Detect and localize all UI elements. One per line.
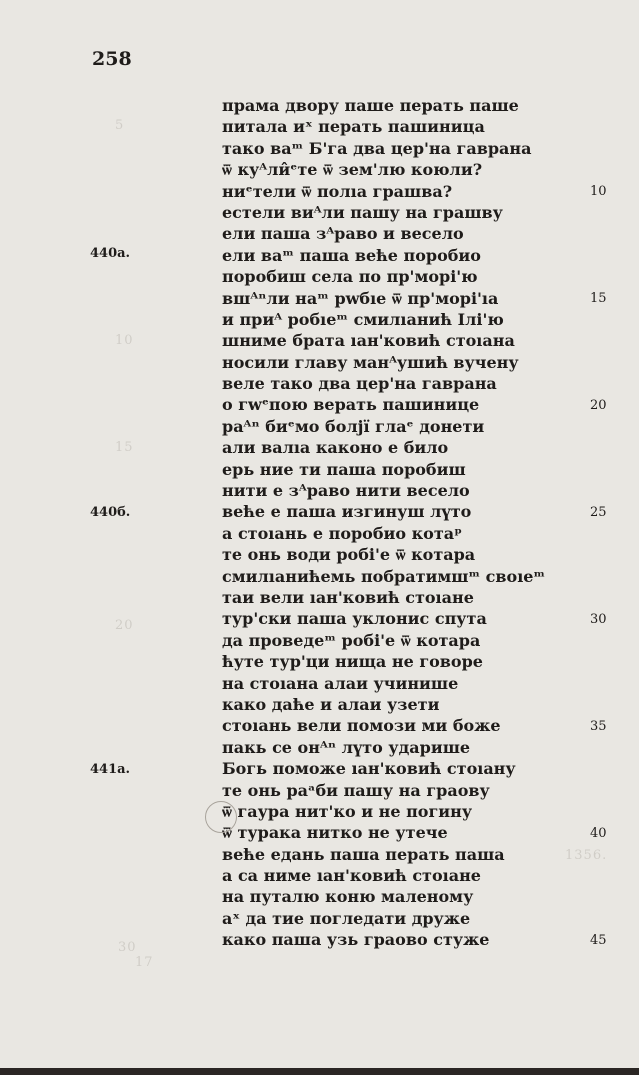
verse-line: поробиш села по пр'морі'ю (222, 267, 478, 287)
verse-line: на путалю коню маленому (222, 887, 474, 907)
show-through-17: 17 (135, 955, 154, 970)
verse-line: веће едань паша перать паша (222, 844, 505, 864)
verse-line: носили главу манᴬушић вучену (222, 352, 519, 372)
binding-hole-mark (205, 801, 237, 833)
show-through-15: 15 (115, 440, 134, 455)
verse-line: ели паша зᴬраво и весело (222, 224, 464, 244)
verse-line: вшᴬⁿли наᵐ рwбıе ѿ пр'морі'ıа (222, 288, 499, 308)
verse-line: питала иˣ перать пашиница (222, 117, 485, 137)
verse-line: како паша узь граово стуже (222, 930, 490, 950)
show-through-10: 10 (115, 333, 134, 348)
folio-mark-441a: 441а. (90, 762, 131, 777)
verse-line: да проведеᵐ робі'е ѿ котара (222, 630, 481, 650)
verse-line: ели ваᵐ паша веће поробио (222, 245, 481, 265)
verse-line: те онь раᵃби пашу на граову (222, 780, 490, 800)
bottom-edge (0, 1068, 639, 1075)
verse-line: таи вели ıан'ковић стоıане (222, 587, 474, 607)
page-number: 258 (92, 48, 132, 70)
line-number-10: 10 (590, 184, 607, 199)
show-through-20: 20 (115, 618, 134, 633)
verse-line: тур'ски паша уклонис спута (222, 609, 487, 629)
verse-line: шниме брата ıан'ковић стоıана (222, 331, 515, 351)
folio-mark-440b: 440б. (90, 505, 131, 520)
show-through-5: 5 (115, 118, 125, 133)
line-number-35: 35 (590, 719, 607, 734)
verse-line: а стоıань е поробио котаᵖ (222, 523, 463, 543)
verse-line: а са ниме ıан'ковић стоıане (222, 866, 481, 886)
show-through-30: 30 (118, 940, 137, 955)
line-number-20: 20 (590, 398, 607, 413)
verse-line: те онь води робі'е ѿ котара (222, 545, 476, 565)
verse-line: ерь ние ти паша поробиш (222, 459, 466, 479)
line-number-30: 30 (590, 612, 607, 627)
verse-line: веле тако два цер'на гаврана (222, 374, 497, 394)
line-number-45: 45 (590, 933, 607, 948)
verse-text (222, 95, 546, 951)
verse-line: Богь поможе ıан'ковић стоıану (222, 759, 516, 779)
verse-line: естели виᴬли пашу на грашву (222, 202, 503, 222)
verse-line: како даће и алаи узети (222, 694, 440, 714)
verse-line: прама двору паше перать паше (222, 96, 519, 115)
verse-line: аˣ да тие погледати друже (222, 908, 471, 928)
verse-line: о гwᵉпою верать пашинице (222, 395, 480, 415)
verse-line: ћуте тур'ци нища не говоре (222, 652, 483, 672)
verse-line: пакь се онᴬⁿ лүто ударише (222, 737, 471, 757)
verse-line: на стоıана алаи учинише (222, 673, 459, 693)
verse-line: веће е паша изгинуш лүто (222, 502, 472, 522)
line-number-40: 40 (590, 826, 607, 841)
verse-line: раᴬⁿ биᵉмо болјї глаᵉ донети (222, 416, 485, 436)
verse-line: и приᴬ робıеᵐ смилıанић Ілі'ю (222, 309, 504, 329)
show-through-1356: 1356. (565, 848, 608, 863)
verse-line: стоıань вели помози ми боже (222, 716, 501, 736)
verse-line: ѿ куᴬли̂ᵉте ѿ зем'лю коюли? (222, 160, 483, 180)
verse-line: али валıа каконо е било (222, 438, 449, 458)
verse-line: ѿ турака нитко не утече (222, 823, 448, 843)
line-number-15: 15 (590, 291, 607, 306)
verse-line: ниᵉтели ѿ полıа грашва? (222, 181, 453, 201)
verse-line: тако ваᵐ Б'га два цер'на гаврана (222, 138, 532, 158)
verse-line: смилıанићемь побратимшᵐ своıеᵐ (222, 566, 546, 586)
line-number-25: 25 (590, 505, 607, 520)
verse-line: нити е зᴬраво нити весело (222, 481, 470, 501)
verse-line: ѿ гаура нит'ко и не погину (222, 801, 473, 821)
folio-mark-440a: 440а. (90, 246, 131, 261)
